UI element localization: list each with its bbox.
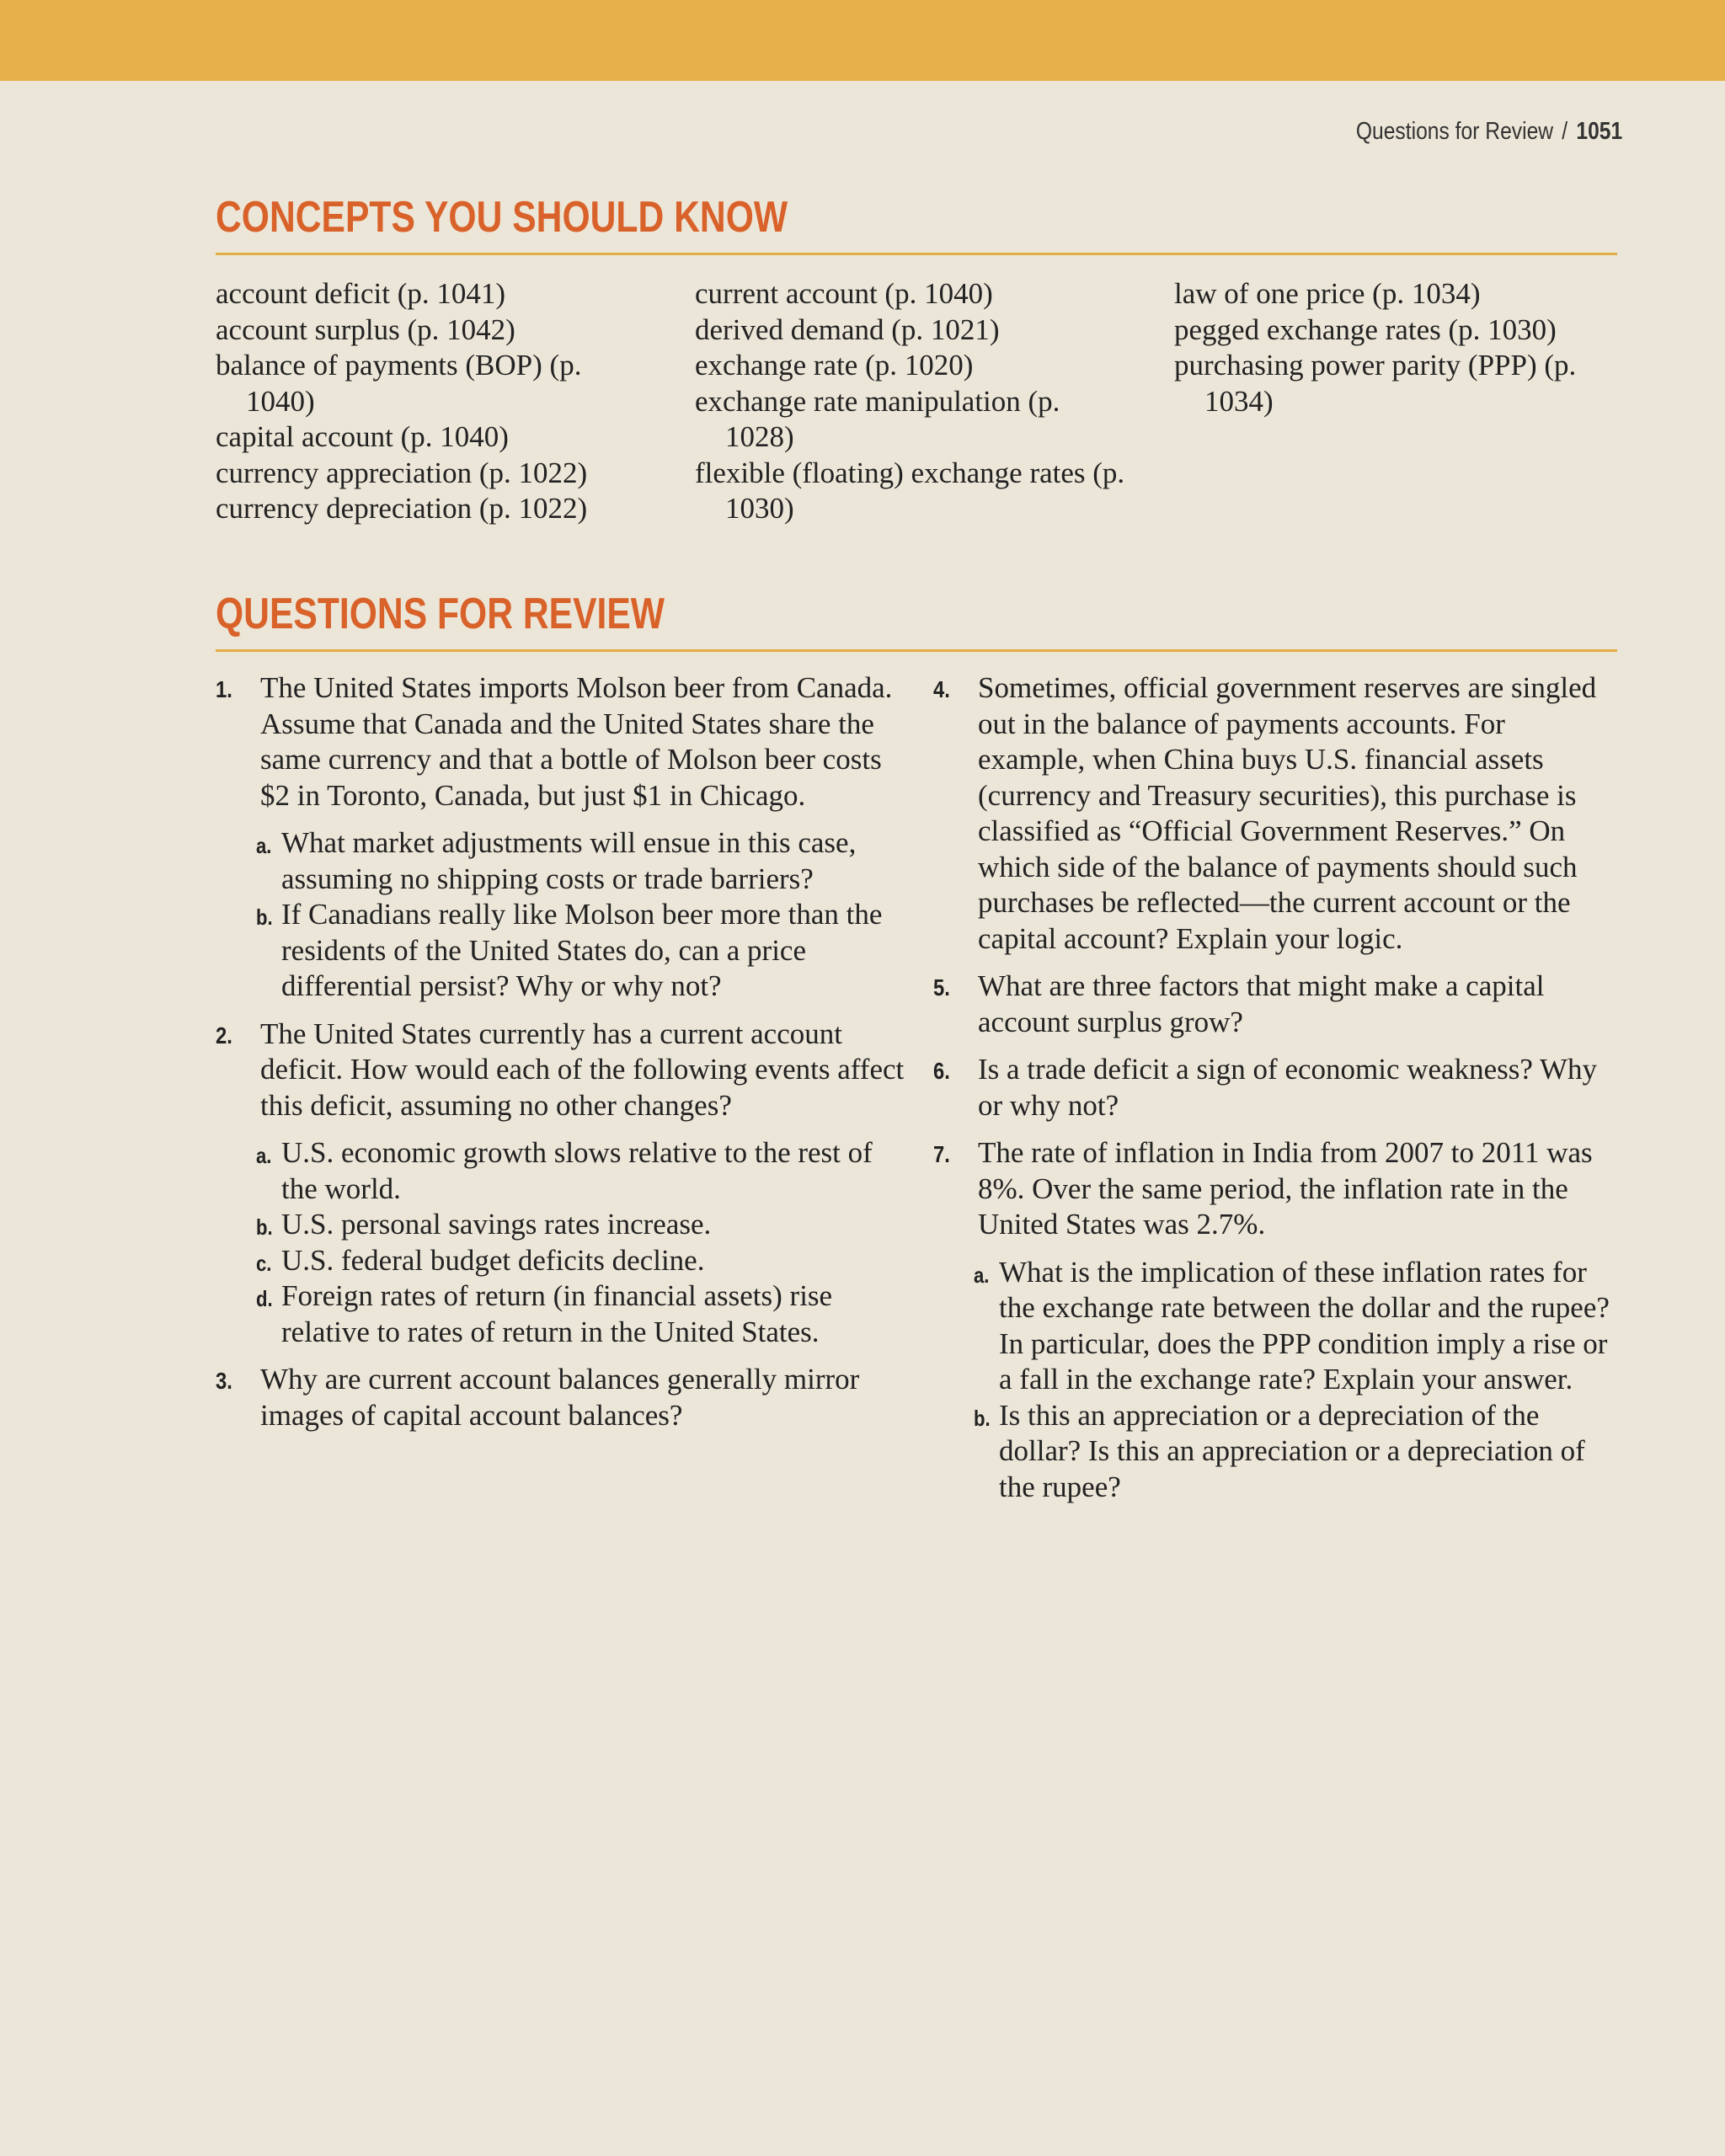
question-text: Is a trade deficit a sign of economic weakness? Why or why not? — [978, 1053, 1598, 1122]
question-2 — [216, 1017, 906, 1351]
sub-question-2a — [256, 1135, 906, 1207]
sub-question-7a — [974, 1255, 1617, 1398]
sub-question-text: What is the implication of these inflation rates for the exchange rate between the dollar and the rupee? In particular, does the PPP condition imply a rise or a fall in the exchange rate? Explain your answer. — [999, 1255, 1610, 1396]
sub-question-text: If Canadians really like Molson beer more than the residents of the United States do, can a price differential persist? Why or why not? — [281, 898, 883, 1002]
concept-term: exchange rate manipulation (p. 1028) — [695, 384, 1060, 453]
sub-question-7b — [974, 1398, 1617, 1506]
running-head-title: Questions for Review — [1355, 118, 1553, 145]
concept-term: exchange rate (p. 1020) — [695, 349, 974, 382]
question-6 — [933, 1052, 1617, 1123]
running-head — [1356, 118, 1622, 146]
question-7 — [933, 1135, 1617, 1505]
question-text: The United States imports Molson beer from Canada. Assume that Canada and the United States share the same currency and that a bottle of Molson beer costs $2 in Toronto, Canada, but just $1 in Chicago. — [260, 671, 893, 812]
sub-question-letter: b. — [974, 1405, 991, 1431]
concept-term: account deficit (p. 1041) — [216, 277, 506, 310]
concepts-rule — [216, 253, 1617, 255]
questions-column-right — [933, 670, 1617, 1517]
question-text: Why are current account balances generally mirror images of capital account balances? — [260, 1363, 860, 1432]
concepts-column-1 — [216, 276, 687, 527]
concept-term: purchasing power parity (PPP) (p. 1034) — [1174, 349, 1577, 418]
question-4 — [933, 670, 1617, 957]
sub-question-text: Foreign rates of return (in financial assets) rise relative to rates of return in the United States. — [281, 1279, 833, 1348]
question-text: The rate of inflation in India from 2007 to 2011 was 8%. Over the same period, the inflation rate in the United States was 2.7%. — [978, 1136, 1593, 1241]
question-number: 6. — [933, 1058, 950, 1084]
running-head-separator: / — [1562, 118, 1567, 145]
sub-question-text: U.S. federal budget deficits decline. — [281, 1243, 705, 1277]
concept-term: law of one price (p. 1034) — [1174, 277, 1481, 310]
question-1 — [216, 670, 906, 1005]
questions-column-left — [216, 670, 906, 1445]
sub-question-letter: b. — [256, 1214, 273, 1240]
question-number: 2. — [216, 1022, 232, 1049]
concepts-column-3 — [1174, 276, 1646, 419]
concept-term: capital account (p. 1040) — [216, 420, 509, 453]
concept-term: currency depreciation (p. 1022) — [216, 492, 588, 525]
sub-question-2c — [256, 1243, 906, 1279]
sub-question-letter: a. — [974, 1262, 990, 1288]
sub-question-letter: b. — [256, 905, 273, 930]
concept-term: currency appreciation (p. 1022) — [216, 456, 588, 489]
concept-term: derived demand (p. 1021) — [695, 312, 1000, 346]
sub-question-text: What market adjustments will ensue in this case, assuming no shipping costs or trade barriers? — [281, 826, 857, 895]
sub-question-letter: c. — [256, 1250, 272, 1276]
sub-question-2d — [256, 1278, 906, 1350]
top-color-band — [0, 0, 1725, 81]
question-text: What are three factors that might make a capital account surplus grow? — [978, 969, 1545, 1038]
sub-question-letter: d. — [256, 1286, 273, 1311]
sub-question-1a — [256, 825, 906, 897]
concept-term: pegged exchange rates (p. 1030) — [1174, 312, 1557, 346]
question-5 — [933, 969, 1617, 1040]
sub-question-text: U.S. personal savings rates increase. — [281, 1208, 712, 1241]
sub-question-1b — [256, 897, 906, 1005]
question-number: 7. — [933, 1141, 950, 1167]
question-text: Sometimes, official government reserves are singled out in the balance of payments accounts. For example, when China buys U.S. financial assets (currency and Treasury securities), this purchase is classified as “Official Government Reserves.” On which side of the balance of payments should such purchases be reflected—the current account or the capital account? Explain your logic. — [978, 671, 1597, 955]
question-3 — [216, 1362, 906, 1433]
question-number: 5. — [933, 974, 950, 1001]
sub-question-letter: a. — [256, 1143, 272, 1168]
review-heading: QUESTIONS FOR REVIEW — [216, 590, 665, 638]
sub-question-text: U.S. economic growth slows relative to the rest of the world. — [281, 1136, 873, 1205]
question-number: 3. — [216, 1368, 232, 1394]
question-number: 1. — [216, 676, 232, 702]
page-number: 1051 — [1576, 118, 1622, 145]
sub-question-2b — [256, 1207, 906, 1243]
concepts-heading: CONCEPTS YOU SHOULD KNOW — [216, 193, 788, 242]
concept-term: balance of payments (BOP) (p. 1040) — [216, 349, 582, 418]
concepts-column-2 — [695, 276, 1167, 527]
sub-question-text: Is this an appreciation or a depreciation of the dollar? Is this an appreciation or a depreciation of the rupee? — [999, 1398, 1585, 1503]
concept-term: account surplus (p. 1042) — [216, 312, 515, 346]
question-number: 4. — [933, 676, 950, 702]
concept-term: current account (p. 1040) — [695, 277, 993, 310]
concept-term: flexible (floating) exchange rates (p. 1030) — [695, 456, 1125, 525]
question-text: The United States currently has a current account deficit. How would each of the following events affect this deficit, assuming no other changes? — [260, 1017, 905, 1122]
sub-question-letter: a. — [256, 833, 272, 858]
review-rule — [216, 649, 1617, 652]
